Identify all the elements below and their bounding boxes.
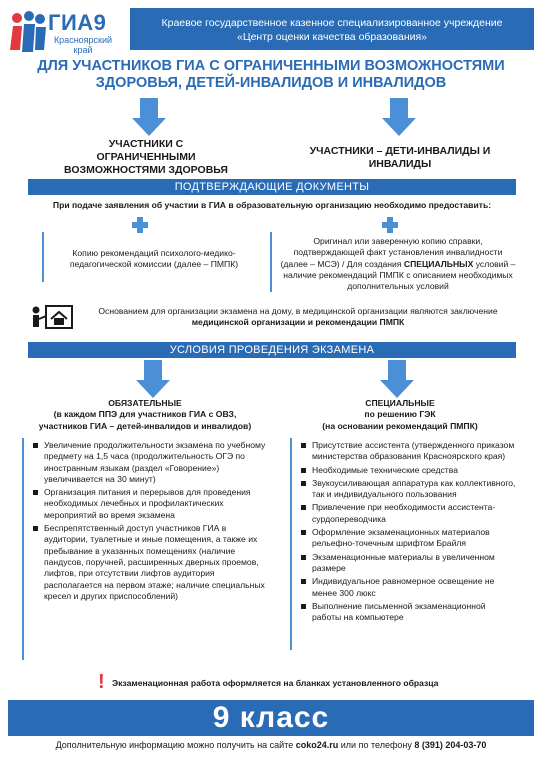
section-band-documents: ПОДТВЕРЖДАЮЩИЕ ДОКУМЕНТЫ: [28, 179, 516, 195]
people-logo-icon: [8, 10, 48, 54]
list-item: Увеличение продолжительности экзамена по учебному предмету на 1,5 часа (продолжительность ОГЭ по иностранным языкам (раздел «Говорение») увеличивается на 30 минут): [32, 440, 272, 485]
plus-icon: [382, 217, 398, 233]
exclamation-icon: !: [98, 671, 105, 693]
divider-bar: [270, 232, 272, 292]
org-line-2: «Центр оценки качества образования»: [236, 31, 428, 43]
list-item: Экзаменационные материалы в увеличенном размере: [300, 552, 516, 575]
arrow-down-icon: [382, 98, 416, 136]
list-item: Привлечение при необходимости ассистента-сурдопереводчика: [300, 502, 516, 525]
list-item: Присутствие ассистента (утвержденного приказом министерства образования Красноярского края): [300, 440, 516, 463]
documents-intro: При подаче заявления об участии в ГИА в образовательную организацию необходимо предоставить:: [52, 200, 492, 210]
list-item: Звукоусиливающая аппаратура как коллективного, так и индивидуального пользования: [300, 478, 516, 501]
mandatory-heading: ОБЯЗАТЕЛЬНЫЕ (в каждом ППЭ для участников ГИА с ОВЗ, участников ГИА – детей-инвалидов и инвалидов): [38, 398, 252, 431]
gia9-logo: [8, 8, 126, 58]
logo-subtitle: Красноярский край: [53, 35, 113, 55]
phone-number: 8 (391) 204-03-70: [414, 740, 487, 750]
arrow-down-icon: [380, 360, 414, 398]
special-conditions-list: [300, 440, 516, 625]
site-link[interactable]: coko24.ru: [295, 740, 339, 750]
plus-icon: [132, 217, 148, 233]
grade-banner: 9 класс: [8, 700, 534, 736]
category-disabled: УЧАСТНИКИ – ДЕТИ-ИНВАЛИДЫ И ИНВАЛИДЫ: [309, 145, 491, 170]
list-item: Индивидуальное равномерное освещение не менее 300 люкс: [300, 576, 516, 599]
list-item: Беспрепятственный доступ участников ГИА в аудитории, туалетные и иные помещения, а также их пребывание в указанных помещениях (наличие пандусов, поручней, расширенных дверных проемов, лифтов, при отсутствии лифтов аудитория располагается на первом этаже; наличие специальных кресел и других приспособлений): [32, 523, 272, 602]
arrow-down-icon: [132, 98, 166, 136]
org-line-1: Краевое государственное казенное специализированное учреждение: [161, 17, 503, 29]
category-ovz: УЧАСТНИКИ С ОГРАНИЧЕННЫМИ ВОЗМОЖНОСТЯМИ ЗДОРОВЬЯ: [64, 138, 228, 176]
list-item: Оформление экзаменационных материалов рельефно-точечным шрифтом Брайля: [300, 527, 516, 550]
blank-forms-notice: Экзаменационная работа оформляется на бланках установленного образца: [112, 678, 439, 688]
contact-info: Дополнительную информацию можно получить на сайте coko24.ru или по телефону 8 (391) 204-03-70: [55, 740, 487, 750]
doc-pmpk-copy: Копию рекомендаций психолого-медико-педагогической комиссии (далее – ПМПК): [69, 248, 239, 270]
logo-title: ГИА9: [48, 10, 107, 35]
divider-bar: [290, 438, 292, 650]
divider-bar: [42, 232, 44, 282]
page-title: ДЛЯ УЧАСТНИКОВ ГИА С ОГРАНИЧЕННЫМИ ВОЗМОЖНОСТЯМИ ЗДОРОВЬЯ, ДЕТЕЙ-ИНВАЛИДОВ И ИНВАЛИДОВ: [37, 58, 505, 91]
arrow-down-icon: [136, 360, 170, 398]
special-heading: СПЕЦИАЛЬНЫЕ по решению ГЭК (на основании рекомендаций ПМПК): [322, 398, 478, 431]
home-exam-icon: [30, 305, 74, 331]
list-item: Необходимые технические средства: [300, 465, 516, 476]
section-band-conditions: УСЛОВИЯ ПРОВЕДЕНИЯ ЭКЗАМЕНА: [28, 342, 516, 358]
organization-box: [130, 8, 534, 50]
divider-bar: [22, 438, 24, 660]
home-exam-basis: Основанием для организации экзамена на дому, в медицинской организации являются заключение медицинской организации и рекомендации ПМПК: [98, 306, 498, 328]
doc-mse-certificate: Оригинал или заверенную копию справки, подтверждающей факт установления инвалидности (далее – МСЭ) / Для создания СПЕЦИАЛЬНЫХ условий – наличие рекомендаций ПМПК с описанием необходимых дополнительных условий: [280, 236, 516, 292]
list-item: Организация питания и перерывов для проведения необходимых лечебных и профилактических мероприятий во время экзамена: [32, 487, 272, 521]
list-item: Выполнение письменной экзаменационной работы на компьютере: [300, 601, 516, 624]
mandatory-conditions-list: [32, 440, 272, 604]
